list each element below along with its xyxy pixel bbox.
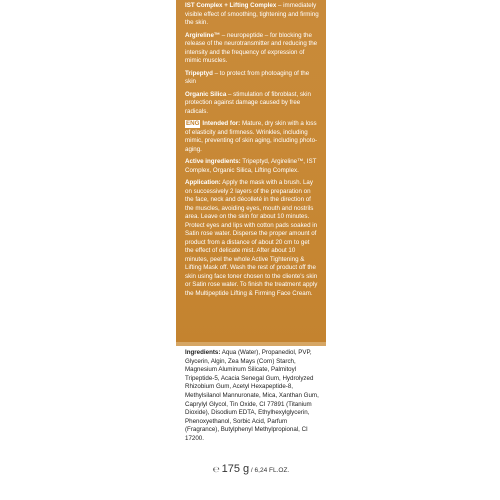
application-title: Application:: [185, 179, 221, 186]
ist-complex-paragraph: [185, 2, 319, 28]
net-weight: [176, 459, 326, 477]
argireline-title: Argireline™: [185, 31, 221, 39]
application-paragraph: [185, 179, 319, 298]
gold-section: [176, 0, 326, 343]
tripeptyd-paragraph: [185, 70, 319, 87]
right-background: [326, 0, 500, 500]
weight-sub: / 6,24 FL.OZ.: [249, 467, 290, 474]
eng-badge: ENG: [186, 120, 200, 127]
active-ingredients-title: Active ingredients:: [185, 158, 241, 165]
organic-silica-paragraph: [185, 91, 319, 117]
application-text: Apply the mask with a brush. Lay on successively 2 layers of the preparation on the face, neck and décolleté in the direction of the muscles, avoiding eyes, mouth and nostrils area. Leave on the skin for about 10 minutes. Protect eyes and lips with cotton pads soaked in Satin rose water. Disperse the proper amount of product from a distance of about 20 cm to get the effect of delicate mist. After about 10 minutes, peel the whole Active Tightening & Lifting Mask off. Wash the rest of product off the skin using face toner chosen to the cliente's skin or Satin rose water. To finish the treatment apply the Multipeptide Lifting & Firming Face Cream.: [185, 179, 318, 297]
active-ingredients-text: Tripeptyd, Argireline™, IST Complex, Organic Silica, Lifting Complex.: [185, 158, 317, 174]
left-background: [0, 0, 176, 500]
ingredients-list: Aqua (Water), Propanediol, PVP, Glycerin, Algin, Zea Mays (Corn) Starch, Magnesium Aluminum Silicate, Palmitoyl Tripeptide-5, Acacia Senegal Gum, Hydrolyzed Rhizobium Gum, Acetyl Hexapeptide-8, Methylsilanol Mannuronate, Mica, Xanthan Gum, Caprylyl Glycol, Tin Oxide, CI 77891 (Titanium Dioxide), Disodium EDTA, Ethylhexylglycerin, Phenoxyethanol, Sorbic Acid, Parfum (Fragrance), Butylphenyl Methylpropional, CI 17200.: [185, 349, 319, 442]
packaging-label: [176, 0, 326, 500]
organic-silica-title: Organic Silica: [185, 90, 227, 98]
ingredients-text: [185, 349, 319, 444]
argireline-paragraph: [185, 32, 319, 66]
estimated-sign-icon: ℮: [212, 465, 220, 474]
tripeptyd-text: – to protect from photoaging of the skin: [185, 69, 310, 85]
argireline-text: – neuropeptide – for blocking the release of the neurotransmitter and reducing the intensity and the frequency of expression of mimic muscles.: [185, 31, 318, 64]
active-ingredients-paragraph: [185, 158, 319, 175]
ist-complex-title: IST Complex + Lifting Complex: [185, 2, 277, 9]
intended-for-text: Mature, dry skin with a loss of elasticity and firmness. Wrinkles, including mimic, preventing of skin aging, including photo-aging.: [185, 120, 318, 153]
intended-for-title: Intended for:: [202, 120, 241, 127]
tripeptyd-title: Tripeptyd: [185, 69, 213, 77]
ist-complex-text: – immediately visible effect of smoothing, tightening and firming the skin.: [185, 2, 319, 26]
white-section: [176, 346, 326, 500]
description-text: [185, 2, 319, 302]
organic-silica-text: – stimulation of fibroblast, skin protection against damage caused by free radicals.: [185, 90, 311, 115]
intended-for-paragraph: [185, 120, 319, 154]
ingredients-title: Ingredients:: [185, 349, 221, 356]
weight-main: 175 g: [221, 463, 250, 475]
